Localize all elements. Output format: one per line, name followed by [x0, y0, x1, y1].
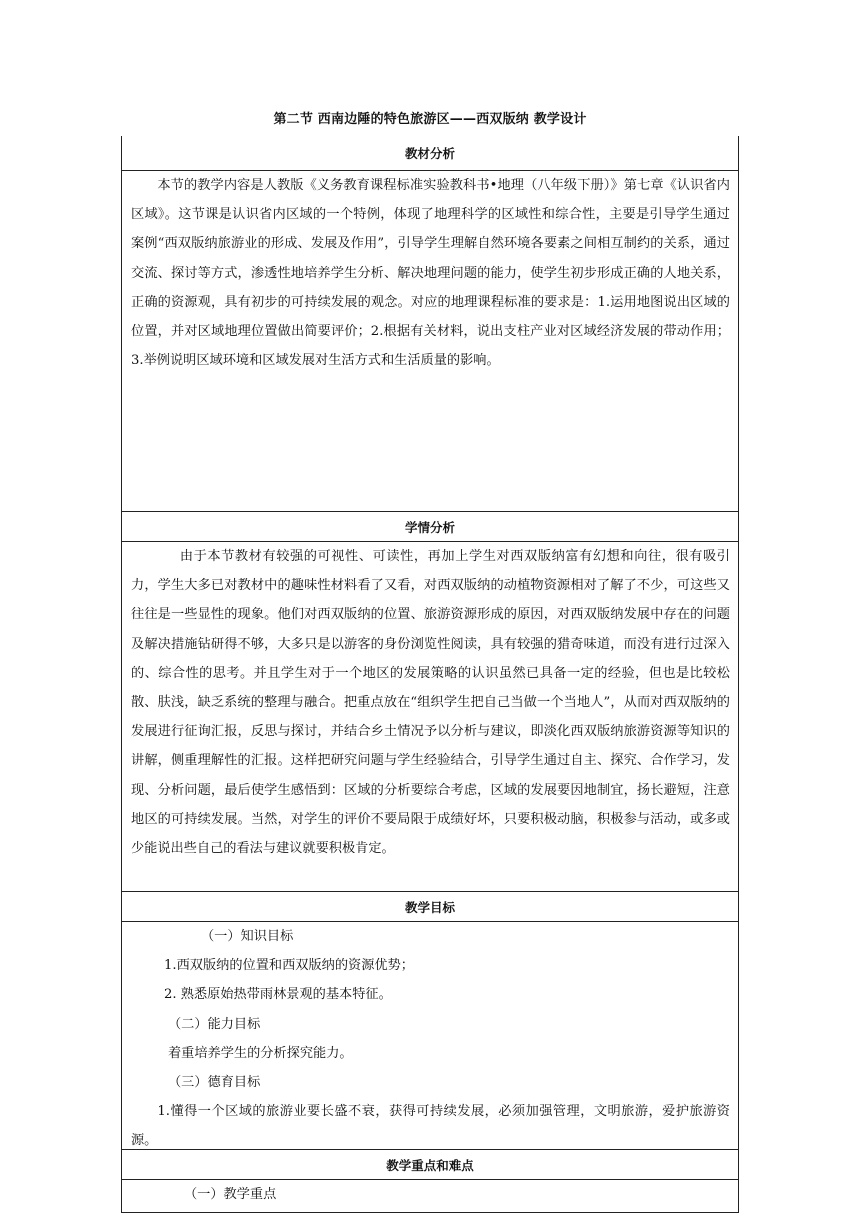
- section-header-textbook-analysis: 教材分析: [122, 136, 738, 171]
- knowledge-goal-title: （一）知识目标: [201, 929, 294, 944]
- key-points-body: [122, 1180, 738, 1212]
- lesson-plan-table: [121, 136, 739, 1213]
- section-header-student-analysis: 学情分析: [122, 511, 738, 542]
- ability-goal-title: （二）能力目标: [168, 1016, 261, 1032]
- section-header-teaching-goals: 教学目标: [122, 891, 738, 922]
- knowledge-goal-1: 1.西双版纳的位置和西双版纳的资源优势；: [164, 958, 414, 974]
- section-header-key-points: 教学重点和难点: [122, 1149, 738, 1180]
- teaching-focus-title: （一）教学重点: [184, 1187, 277, 1202]
- student-analysis-text: 由于本节教材有较强的可视性、可读性，再加上学生对西双版纳富有幻想和向往，很有吸引力，学生大多已对教材中的趣味性材料看了又看，对西双版纳的动植物资源相对了解了不少，可这些又往往是一些显性的现象。他们对西双版纳的位置、旅游资源形成的原因，对西双版纳发展中存在的问题及解决措施钻研得不够，大多只是以游客的身份浏览性阅读，具有较强的猎奇味道，而没有进行过深入的、综合性的思考。并且学生对于一个地区的发展策略的认识虽然已具备一定的经验，但也是比较松散、肤浅，缺乏系统的整理与融合。把重点放在“组织学生把自己当做一个当地人”，从而对西双版纳的发展进行征询汇报，反思与探讨，并结合乡土情况予以分析与建议，即淡化西双版纳旅游资源等知识的讲解，侧重理解性的汇报。这样把研究问题与学生经验结合，引导学生通过自主、探究、合作学习，发现、分析问题，最后使学生感悟到：区域的分析要综合考虑，区域的发展要因地制宜，扬长避短，注意地区的可持续发展。当然，对学生的评价不要局限于成绩好坏，只要积极动脑，积极参与活动，或多或少能说出些自己的看法与建议就要积极肯定。: [131, 549, 730, 857]
- moral-goal-title: （三）德育目标: [168, 1075, 261, 1091]
- knowledge-goal-2: 2. 熟悉原始热带雨林景观的基本特征。: [164, 987, 392, 1003]
- textbook-analysis-body: [122, 171, 738, 511]
- document-title: 第二节 西南边陲的特色旅游区——西双版纳 教学设计: [273, 112, 587, 127]
- teaching-goals-body: [122, 922, 738, 1149]
- textbook-analysis-text: 本节的教学内容是人教版《义务教育课程标准实验教科书•地理（八年级下册）》第七章《认识省内区域》。这节课是认识省内区域的一个特例，体现了地理科学的区域性和综合性，主要是引导学生通过案例“西双版纳旅游业的形成、发展及作用”，引导学生理解自然环境各要素之间相互制约的关系，通过交流、探讨等方式，渗透性地培养学生分析、解决地理问题的能力，使学生初步形成正确的人地关系，正确的资源观，具有初步的可持续发展的观念。对应的地理课程标准的要求是：1.运用地图说出区域的位置，并对区域地理位置做出简要评价；2.根据有关材料，说出支柱产业对区域经济发展的带动作用；3.举例说明区域环境和区域发展对生活方式和生活质量的影响。: [131, 178, 730, 369]
- ability-goal-1: 着重培养学生的分析探究能力。: [168, 1045, 353, 1061]
- student-analysis-body: [122, 542, 738, 891]
- moral-goal-1: 1.懂得一个区域的旅游业要长盛不衰，获得可持续发展，必须加强管理，文明旅游，爱护旅游资源。: [131, 1104, 730, 1149]
